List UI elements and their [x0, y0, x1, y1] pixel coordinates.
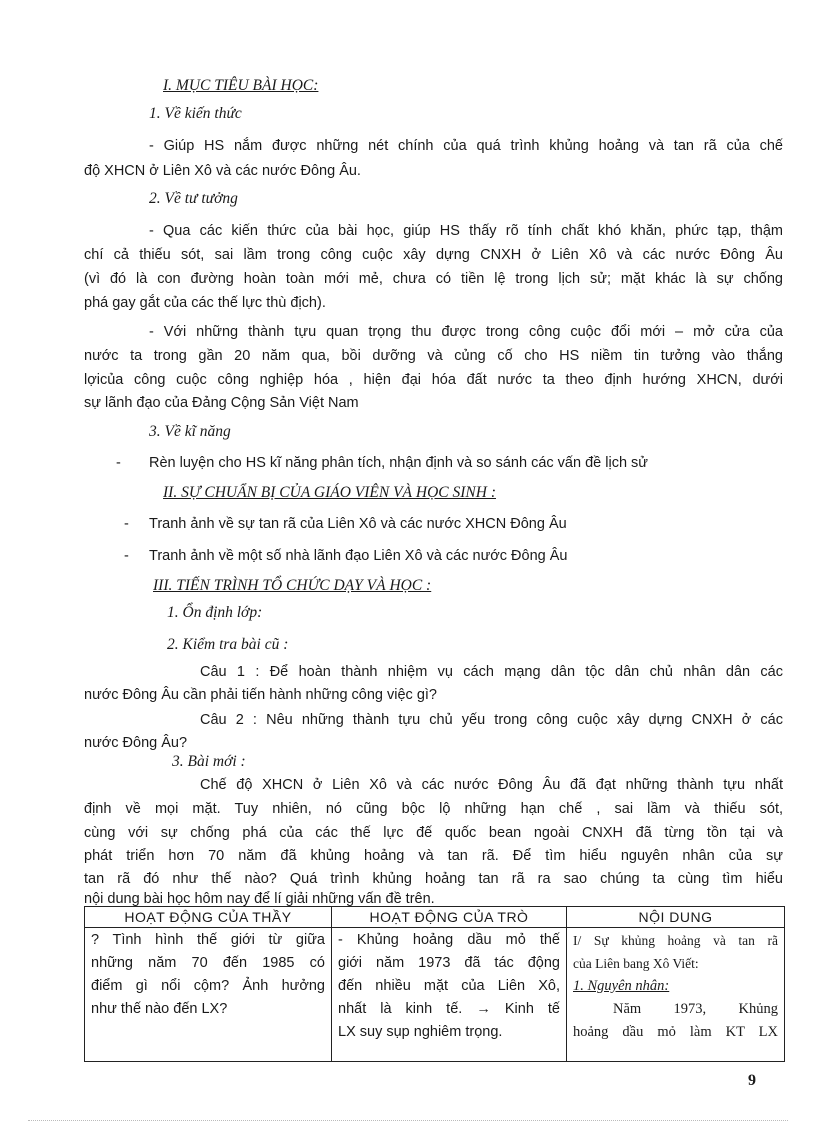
question-line: nước Đông Âu? — [84, 735, 188, 751]
activity-table — [84, 906, 785, 1062]
cell-line: LX suy sụp nghiêm trọng. — [338, 1024, 503, 1040]
cell-line: nhất là kinh tế. → Kinh tế — [338, 1001, 560, 1017]
bullet-dash: - — [124, 548, 129, 564]
content-text-line: Năm 1973, Khủng — [613, 1001, 778, 1017]
content-subheading: 1. Nguyên nhân: — [573, 978, 670, 994]
intro-line: cùng với sự chống phá của các thế lực đế quốc bean ngoài CNXH đã từng tồn tại và — [84, 825, 783, 841]
question-line: Câu 1 : Để hoàn thành nhiệm vụ cách mạng dân tộc dân chủ nhân dân các — [200, 664, 783, 680]
bullet-text: Rèn luyện cho HS kĩ năng phân tích, nhận định và so sánh các vấn đề lịch sử — [149, 455, 648, 471]
subheading-old-lesson: 2. Kiểm tra bài cũ : — [167, 636, 289, 653]
content-title-line: của Liên bang Xô Viết: — [573, 956, 699, 971]
paragraph-line: phá gay gắt của các thế lực thù địch). — [84, 295, 326, 311]
subheading-ideology: 2. Về tư tưởng — [149, 190, 238, 207]
intro-line: Chế độ XHCN ở Liên Xô và các nước Đông Âu đã đạt những thành tựu nhất — [200, 777, 783, 793]
section-2-heading: II. SỰ CHUẨN BỊ CỦA GIÁO VIÊN VÀ HỌC SINH : — [163, 484, 496, 501]
question-line: Câu 2 : Nêu những thành tựu chủ yếu trong công cuộc xây dựng CNXH ở các — [200, 712, 783, 728]
table-row — [85, 928, 785, 1062]
intro-line: phát triển hơn 70 năm đã khủng hoảng và tan rã. Để tìm hiểu nguyên nhân của sự — [84, 848, 783, 864]
content-title-line: I/ Sự khủng hoảng và tan rã — [573, 933, 778, 948]
student-cell — [332, 928, 567, 1062]
paragraph-line: lợicủa công cuộc công nghiệp hóa , hiện đại hóa đất nước ta theo định hướng XHCN, dưới — [84, 372, 783, 388]
header-student: HOẠT ĐỘNG CỦA TRÒ — [332, 907, 567, 928]
bullet-dash: - — [124, 516, 129, 532]
paragraph-line: - Qua các kiến thức của bài học, giúp HS thấy rõ tính chất khó khăn, phức tạp, thậm — [149, 223, 783, 239]
table-header-row — [85, 907, 785, 928]
question-line: nước Đông Âu cần phải tiến hành những công việc gì? — [84, 687, 437, 703]
paragraph-line: sự lãnh đạo của Đảng Cộng Sản Việt Nam — [84, 395, 359, 411]
header-content: NỘI DUNG — [567, 907, 785, 928]
page-number: 9 — [748, 1072, 756, 1089]
teacher-cell — [85, 928, 332, 1062]
intro-line: nội dung bài học hôm nay để lí giải những vấn đề trên. — [84, 891, 435, 907]
paragraph-line: - Với những thành tựu quan trọng thu được trong công cuộc đổi mới – mở cửa của — [149, 324, 783, 340]
subheading-class-order: 1. Ổn định lớp: — [167, 604, 263, 621]
paragraph-line: - Giúp HS nắm được những nét chính của quá trình khủng hoảng và tan rã của chế — [149, 138, 783, 154]
paragraph-line: độ XHCN ở Liên Xô và các nước Đông Âu. — [84, 163, 361, 179]
content-text-line: hoảng dầu mỏ làm KT LX — [573, 1024, 778, 1040]
header-teacher: HOẠT ĐỘNG CỦA THẦY — [85, 907, 332, 928]
paragraph-line: nước ta trong gần 20 năm qua, bồi dưỡng và củng cố cho HS niềm tin tưởng vào thắng — [84, 348, 783, 364]
cell-line: đến nhiều mặt của Liên Xô, — [338, 978, 560, 994]
footer-divider — [28, 1120, 788, 1121]
paragraph-line: (vì đó là con đường hoàn toàn mới mẻ, chưa có tiền lệ trong lịch sử; mặt khác là sự chống — [84, 271, 783, 287]
cell-line: - Khủng hoảng dầu mỏ thế — [338, 932, 560, 948]
subheading-new-lesson: 3. Bài mới : — [172, 753, 246, 770]
paragraph-line: chí cả thiếu sót, sai lầm trong công cuộc xây dựng CNXH ở Liên Xô và các nước Đông Âu — [84, 247, 783, 263]
cell-line: điểm gì nổi cộm? Ảnh hưởng — [91, 978, 325, 994]
content-cell — [567, 928, 785, 1062]
bullet-text: Tranh ảnh về một số nhà lãnh đạo Liên Xô và các nước Đông Âu — [149, 548, 568, 564]
bullet-text: Tranh ảnh về sự tan rã của Liên Xô và các nước XHCN Đông Âu — [149, 516, 567, 532]
cell-line: như thế nào đến LX? — [91, 1001, 228, 1017]
section-1-heading: I. MỤC TIÊU BÀI HỌC: — [163, 77, 319, 94]
cell-line: giới năm 1973 đã tác động — [338, 955, 560, 971]
section-3-heading: III. TIẾN TRÌNH TỔ CHỨC DẠY VÀ HỌC : — [153, 577, 432, 594]
cell-line: ? Tình hình thế giới từ giữa — [91, 932, 325, 948]
cell-line: những năm 70 đến 1985 có — [91, 955, 325, 971]
subheading-skills: 3. Về kĩ năng — [149, 423, 231, 440]
subheading-knowledge: 1. Về kiến thức — [149, 105, 242, 122]
intro-line: tan rã đó như thế nào? Quá trình khủng hoảng tan rã ra sao chúng ta cùng tìm hiểu — [84, 871, 783, 887]
bullet-dash: - — [116, 455, 121, 471]
intro-line: định về mọi mặt. Tuy nhiên, nó cũng bộc lộ những hạn chế , sai lầm và thiếu sót, — [84, 801, 783, 817]
